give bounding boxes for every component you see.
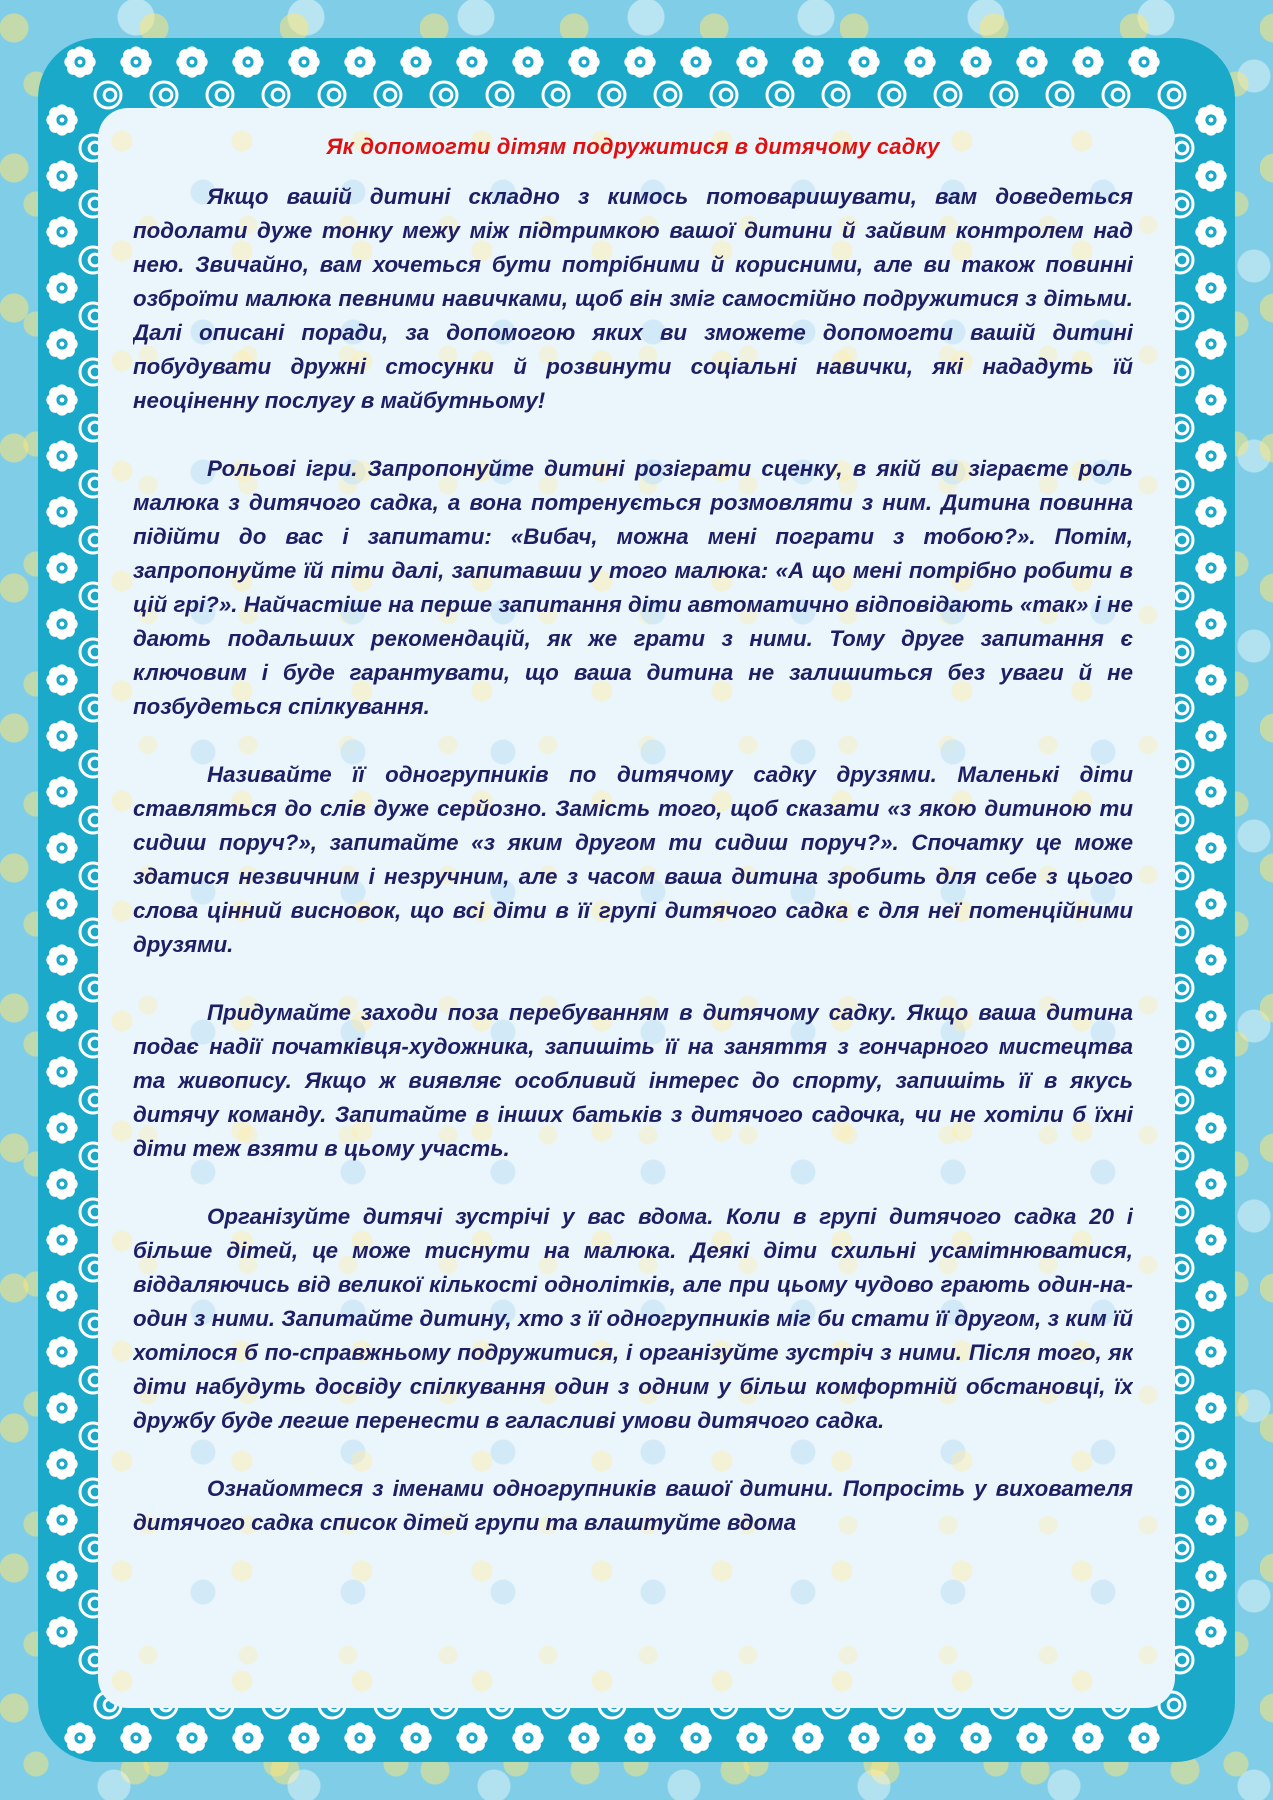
border-flower: [46, 1616, 77, 1647]
border-flower: [46, 1112, 77, 1143]
border-flower: [680, 1722, 711, 1753]
border-flower: [904, 46, 935, 77]
border-flower: [120, 1722, 151, 1753]
border-swirl-inner: [384, 89, 396, 101]
border-flower: [46, 496, 77, 527]
border-swirl-inner: [1176, 310, 1188, 322]
border-flower: [792, 1722, 823, 1753]
border-flower: [64, 1722, 95, 1753]
border-swirl-inner: [1176, 982, 1188, 994]
border-flower: [512, 1722, 543, 1753]
border-flower: [46, 1560, 77, 1591]
border-swirl-inner: [664, 89, 676, 101]
border-swirl-inner: [272, 89, 284, 101]
border-flower: [1195, 160, 1226, 191]
border-swirl-inner: [1176, 1318, 1188, 1330]
article: [133, 134, 1133, 1664]
border-swirl-inner: [216, 89, 228, 101]
border-flower: [46, 1392, 77, 1423]
page-title: Як допомогти дітям подружитися в дитячому садку: [326, 134, 940, 159]
border-flower: [1128, 1722, 1159, 1753]
border-flower: [1128, 46, 1159, 77]
border-swirl-inner: [1176, 646, 1188, 658]
border-swirl-inner: [720, 89, 732, 101]
border-flower: [232, 1722, 263, 1753]
border-swirl-inner: [1176, 1206, 1188, 1218]
border-flower: [1195, 104, 1226, 135]
border-flower: [1195, 1056, 1226, 1087]
border-flower: [568, 46, 599, 77]
border-swirl-inner: [1176, 366, 1188, 378]
border-swirl-inner: [496, 89, 508, 101]
border-swirl-inner: [1176, 422, 1188, 434]
border-flower: [1195, 1336, 1226, 1367]
border-flower: [736, 46, 767, 77]
border-flower: [1195, 664, 1226, 695]
border-flower: [1195, 832, 1226, 863]
border-flower: [46, 552, 77, 583]
paragraph-names: Ознайомтеся з іменами одногрупників вашої дитини. Попросіть у вихователя дитячого садка список дітей групи та влаштуйте вдома: [133, 1476, 1133, 1535]
border-swirl-inner: [1000, 89, 1012, 101]
border-flower: [624, 1722, 655, 1753]
border-flower: [46, 328, 77, 359]
border-flower: [46, 720, 77, 751]
border-swirl-inner: [552, 89, 564, 101]
border-swirl-inner: [1176, 1430, 1188, 1442]
border-flower: [1195, 384, 1226, 415]
border-swirl-inner: [1176, 142, 1188, 154]
border-flower: [176, 46, 207, 77]
border-flower: [1195, 216, 1226, 247]
border-swirl-inner: [1176, 1038, 1188, 1050]
border-swirl-inner: [608, 89, 620, 101]
border-flower: [46, 776, 77, 807]
border-flower: [1195, 1392, 1226, 1423]
border-flower: [904, 1722, 935, 1753]
border-flower: [848, 46, 879, 77]
border-flower: [46, 1280, 77, 1311]
border-swirl-inner: [1176, 1150, 1188, 1162]
border-swirl-inner: [1168, 89, 1180, 101]
border-flower: [1195, 1224, 1226, 1255]
border-flower: [46, 832, 77, 863]
border-swirl-inner: [1176, 1094, 1188, 1106]
border-swirl-inner: [440, 89, 452, 101]
border-flower: [400, 1722, 431, 1753]
border-flower: [46, 1336, 77, 1367]
border-flower: [288, 1722, 319, 1753]
border-flower: [1195, 1112, 1226, 1143]
border-flower: [848, 1722, 879, 1753]
border-flower: [1195, 496, 1226, 527]
border-swirl-inner: [1176, 590, 1188, 602]
border-flower: [680, 46, 711, 77]
border-swirl-inner: [1112, 89, 1124, 101]
border-flower: [120, 46, 151, 77]
border-flower: [1072, 46, 1103, 77]
border-flower: [46, 440, 77, 471]
border-flower: [46, 216, 77, 247]
border-flower: [46, 1000, 77, 1031]
border-flower: [1195, 720, 1226, 751]
border-swirl-inner: [832, 89, 844, 101]
border-flower: [288, 46, 319, 77]
paragraph-role-play: Рольові ігри. Запропонуйте дитині розіграти сценку, в якій ви зіграєте роль малюка з дитячого садка, а вона потренується розмовляти з ним. Дитина повинна підійти до вас і запитати: «Вибач, можна мені пограти з тобою?». Потім, запропонуйте їй піти далі, запитавши у того малюка: «А що мені потрібно робити в цій грі?». Найчастіше на перше запитання діти автоматично відповідають «так» і не дають подальших рекомендацій, як же грати з ними. Тому друге запитання є ключовим і буде гарантувати, що ваша дитина не залишиться без уваги й не позбудеться спілкування.: [133, 456, 1133, 719]
border-swirl-inner: [160, 89, 172, 101]
border-flower: [1195, 1280, 1226, 1311]
border-flower: [960, 46, 991, 77]
border-flower: [624, 46, 655, 77]
border-flower: [1195, 1168, 1226, 1199]
border-flower: [1195, 552, 1226, 583]
border-swirl-inner: [1056, 89, 1068, 101]
border-swirl-inner: [1168, 1699, 1180, 1711]
border-flower: [46, 104, 77, 135]
paragraph-intro: Якщо вашій дитині складно з кимось потоваришувати, вам доведеться подолати дуже тонку межу між підтримкою вашої дитини й зайвим контролем над нею. Звичайно, вам хочеться бути потрібними й корисними, але ви також повинні озброїти малюка певними навичками, щоб він зміг самостійно подружитися з дітьми. Далі описані поради, за допомогою яких ви зможете допомогти вашій дитині побудувати дружні стосунки й розвинути соціальні навички, які нададуть їй неоціненну послугу в майбутньому!: [133, 184, 1133, 413]
border-flower: [1016, 1722, 1047, 1753]
border-flower: [736, 1722, 767, 1753]
border-flower: [1016, 46, 1047, 77]
border-swirl-inner: [944, 89, 956, 101]
border-flower: [46, 1168, 77, 1199]
border-swirl-inner: [1176, 758, 1188, 770]
paragraph-home-meetings: Організуйте дитячі зустрічі у вас вдома. Коли в групі дитячого садка 20 і більше дітей, це може тиснути на малюка. Деякі діти схильні усамітнюватися, віддаляючись від великої кількості однолітків, але при цьому чудово грають один-на-один з ними. Запитайте дитину, хто з її одногрупників міг би стати її другом, з ким їй хотілося б по-справжньому подружитися, і організуйте зустріч з ними. Після того, як діти набудуть досвіду спілкування один з одним у більш комфортній обстановці, їх дружбу буде легше перенести в галасливі умови дитячого садка.: [133, 1204, 1133, 1433]
border-flower: [792, 46, 823, 77]
border-swirl-inner: [1176, 1262, 1188, 1274]
border-flower: [46, 1224, 77, 1255]
border-flower: [1195, 272, 1226, 303]
paragraph-activities: Придумайте заходи поза перебуванням в дитячому садку. Якщо ваша дитина подає надії початківця-художника, запишіть її на заняття з гончарного мистецтва та живопису. Якщо ж виявляє особливий інтерес до спорту, запишіть її в якусь дитячу команду. Запитайте в інших батьків з дитячого садочка, чи не хотіли б їхні діти теж взяти в цьому участь.: [133, 1000, 1133, 1161]
border-flower: [1195, 888, 1226, 919]
border-flower: [512, 46, 543, 77]
border-flower: [1195, 440, 1226, 471]
border-swirl-inner: [1176, 478, 1188, 490]
border-flower: [400, 46, 431, 77]
border-swirl-inner: [104, 89, 116, 101]
border-flower: [46, 1448, 77, 1479]
border-flower: [344, 46, 375, 77]
border-swirl-inner: [1176, 1374, 1188, 1386]
border-flower: [568, 1722, 599, 1753]
border-flower: [1195, 1616, 1226, 1647]
border-swirl-inner: [776, 89, 788, 101]
border-flower: [46, 664, 77, 695]
border-swirl-inner: [328, 89, 340, 101]
border-flower: [232, 46, 263, 77]
border-flower: [456, 46, 487, 77]
border-flower: [344, 1722, 375, 1753]
border-swirl-inner: [1176, 254, 1188, 266]
border-swirl-inner: [1176, 1486, 1188, 1498]
border-flower: [46, 1504, 77, 1535]
border-swirl-inner: [1176, 870, 1188, 882]
border-flower: [1195, 1504, 1226, 1535]
border-flower: [46, 888, 77, 919]
border-flower: [1195, 608, 1226, 639]
border-flower: [1195, 328, 1226, 359]
border-flower: [1195, 1448, 1226, 1479]
border-flower: [46, 608, 77, 639]
border-swirl-inner: [1176, 1542, 1188, 1554]
border-flower: [46, 1056, 77, 1087]
border-swirl-inner: [1176, 198, 1188, 210]
border-swirl-inner: [1176, 534, 1188, 546]
border-flower: [46, 384, 77, 415]
border-swirl-inner: [1176, 1654, 1188, 1666]
border-flower: [1195, 1000, 1226, 1031]
border-swirl-inner: [1176, 702, 1188, 714]
border-flower: [46, 160, 77, 191]
border-swirl-inner: [1176, 1598, 1188, 1610]
border-flower: [46, 272, 77, 303]
border-flower: [46, 944, 77, 975]
paragraph-call-friends: Називайте її одногрупників по дитячому садку друзями. Маленькі діти ставляться до слів дуже серйозно. Замість того, щоб сказати «з якою дитиною ти сидиш поруч?», запитайте «з яким другом ти сидиш поруч?». Спочатку це може здатися незвичним і незручним, але з часом ваша дитина зробить для себе з цього слова цінний висновок, що всі діти в її групі дитячого садка є для неї потенційними друзями.: [133, 762, 1133, 957]
border-swirl-inner: [1176, 814, 1188, 826]
border-flower: [1195, 776, 1226, 807]
border-flower: [176, 1722, 207, 1753]
border-flower: [960, 1722, 991, 1753]
border-flower: [1195, 1560, 1226, 1591]
border-flower: [1072, 1722, 1103, 1753]
border-flower: [1195, 944, 1226, 975]
border-flower: [64, 46, 95, 77]
border-swirl-inner: [1176, 926, 1188, 938]
border-swirl-inner: [888, 89, 900, 101]
border-flower: [456, 1722, 487, 1753]
